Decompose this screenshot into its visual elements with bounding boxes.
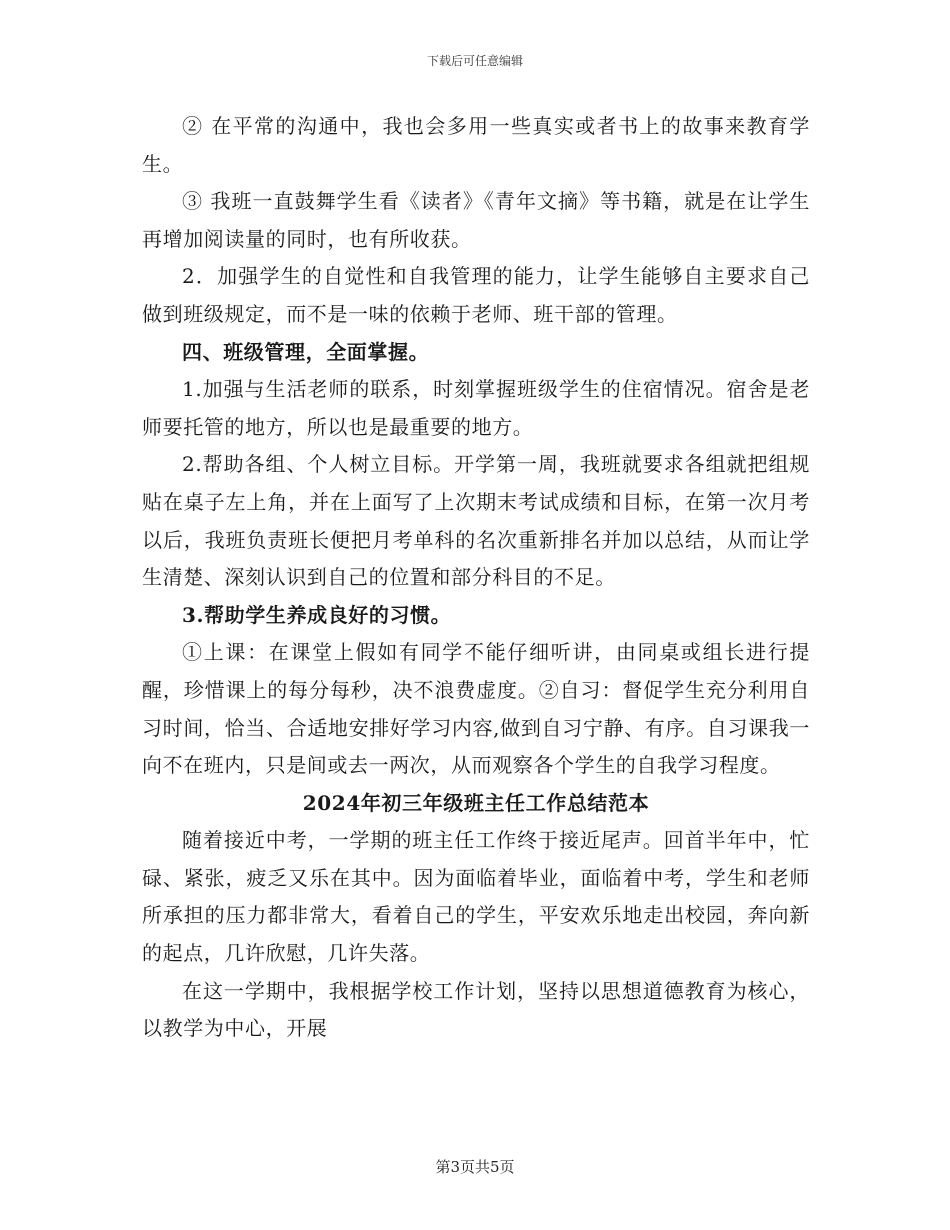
page-header: 下载后可任意编辑 <box>426 54 523 68</box>
paragraph: 随着接近中考，一学期的班主任工作终于接近尾声。回首半年中，忙碌、紧张，疲乏又乐在其中。因为面临着毕业，面临着中考，学生和老师所承担的压力都非常大，看着自己的学生，平安欢乐地走出校园，奔向新的起点，几许欣慰，几许失落。 <box>142 828 810 966</box>
paragraph: 2．加强学生的自觉性和自我管理的能力，让学生能够自主要求自己做到班级规定，而不是一味的依赖于老师、班干部的管理。 <box>142 264 810 326</box>
paragraph: ② 在平常的沟通中，我也会多用一些真实或者书上的故事来教育学生。 <box>142 114 810 176</box>
section-heading: 四、班级管理，全面掌握。 <box>182 339 430 364</box>
paragraph: ①上课：在课堂上假如有同学不能仔细听讲，由同桌或组长进行提醒，珍惜课上的每分每秒，决不浪费虚度。②自习：督促学生充分利用自习时间，恰当、合适地安排好学习内容,做到自习宁静、有序。自习课我一向不在班内，只是间或去一两次，从而观察各个学生的自我学习程度。 <box>142 640 810 778</box>
paragraph: 在这一学期中，我根据学校工作计划，坚持以思想道德教育为核心，以教学为中心，开展 <box>142 978 810 1041</box>
document-title: 2024年初三年级班主任工作总结范本 <box>302 790 650 815</box>
paragraph: 1.加强与生活老师的联系，时刻掌握班级学生的住宿情况。宿舍是老师要托管的地方，所以也是最重要的地方。 <box>142 377 810 439</box>
document-body <box>142 108 810 1048</box>
paragraph: 2.帮助各组、个人树立目标。开学第一周，我班就要求各组就把组规贴在桌子左上角，并在上面写了上次期末考试成绩和目标，在第一次月考以后，我班负责班长便把月考单科的名次重新排名并加以总结，从而让学生清楚、深刻认识到自己的位置和部分科目的不足。 <box>142 452 810 590</box>
paragraph: ③ 我班一直鼓舞学生看《读者》《青年文摘》等书籍，就是在让学生再增加阅读量的同时，也有所收获。 <box>142 189 810 251</box>
subsection-heading: 3.帮助学生养成良好的习惯。 <box>182 602 452 627</box>
page-number: 第3页共5页 <box>435 1158 515 1176</box>
